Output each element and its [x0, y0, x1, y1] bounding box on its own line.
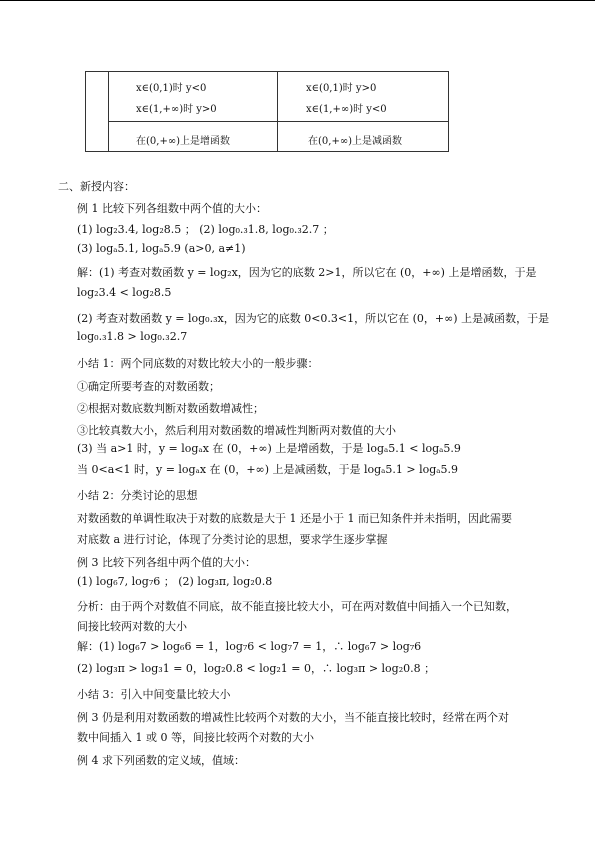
text-line: 数中间插入 1 或 0 等，间接比较两个对数的大小	[77, 731, 314, 744]
table-cell: 在(0,+∞)上是减函数	[308, 136, 403, 147]
example-3-title: 例 3 比较下列各组中两个值的大小：	[77, 556, 256, 569]
top-rule	[0, 0, 595, 1]
text-line: 对数函数的单调性取决于对数的底数是大于 1 还是小于 1 而已知条件并未指明，因此需要	[77, 512, 512, 525]
text-line: 例 3 仍是利用对数函数的增减性比较两个对数的大小，当不能直接比较时，经常在两个对	[77, 711, 509, 724]
text-line: (3) 当 a>1 时，y = logₐx 在 (0，+∞) 上是增函数，于是 logₐ5.1 < logₐ5.9	[77, 442, 461, 455]
table-divider	[277, 72, 278, 151]
text-line: 对底数 a 进行讨论，体现了分类讨论的思想，要求学生逐步掌握	[77, 533, 388, 546]
summary-3-title: 小结 3：引入中间变量比较大小	[77, 688, 231, 701]
text-line: (2) 考查对数函数 y = log₀.₃x，因为它的底数 0<0.3<1，所以它在 (0，+∞) 上是减函数，于是	[77, 312, 550, 325]
summary-2-title: 小结 2：分类讨论的思想	[77, 489, 198, 502]
text-line: ①确定所要考查的对数函数；	[77, 380, 220, 393]
text-line: 当 0<a<1 时，y = logₐx 在 (0，+∞) 上是减函数，于是 logₐ5.1 > logₐ5.9	[77, 463, 459, 476]
table-cell: 在(0,+∞)上是增函数	[136, 136, 231, 147]
text-line: (1) log₆7, log₇6 ； (2) log₃π, log₂0.8	[77, 575, 273, 588]
text-line: ②根据对数底数判断对数函数增减性；	[77, 402, 264, 415]
summary-1-title: 小结 1：两个同底数的对数比较大小的一般步骤：	[77, 357, 319, 370]
text-line: log₀.₃1.8 > log₀.₃2.7	[77, 330, 188, 343]
table-cell: x∈(0,1)时 y>0	[306, 83, 377, 94]
text-line: log₂3.4 < log₂8.5	[77, 286, 172, 299]
text-line: (3) logₐ5.1, logₐ5.9 (a>0, a≠1)	[77, 242, 246, 255]
text-line: 解：(1) log₆7 > log₆6 = 1，log₇6 < log₇7 = 1，∴ log₆7 > log₇6	[77, 640, 422, 653]
table-cell: x∈(0,1)时 y<0	[136, 83, 207, 94]
example-4-title: 例 4 求下列函数的定义域，值域：	[77, 754, 245, 767]
text-line: 解：(1) 考查对数函数 y = log₂x，因为它的底数 2>1，所以它在 (0，+∞) 上是增函数，于是	[77, 266, 537, 279]
table-cell: x∈(1,+∞)时 y<0	[306, 104, 387, 115]
text-line: ③比较真数大小，然后利用对数函数的增减性判断两对数值的大小	[77, 424, 396, 437]
text-line: 分析：由于两个对数值不同底，故不能直接比较大小，可在两对数值中间插入一个已知数，	[77, 600, 517, 613]
table-divider	[108, 121, 449, 122]
example-1-title: 例 1 比较下列各组数中两个值的大小：	[77, 202, 267, 215]
text-line: (1) log₂3.4, log₂8.5 ； (2) log₀.₃1.8, log₀.₃2.7 ；	[77, 223, 334, 236]
text-line: (2) log₃π > log₃1 = 0，log₂0.8 < log₂1 = 0，∴ log₃π > log₂0.8 ；	[77, 662, 436, 675]
text-line: 间接比较两对数的大小	[77, 620, 187, 633]
section-heading: 二、新授内容：	[58, 180, 135, 193]
table-cell: x∈(1,+∞)时 y>0	[136, 104, 217, 115]
table-divider	[108, 72, 109, 151]
properties-table	[85, 71, 449, 152]
